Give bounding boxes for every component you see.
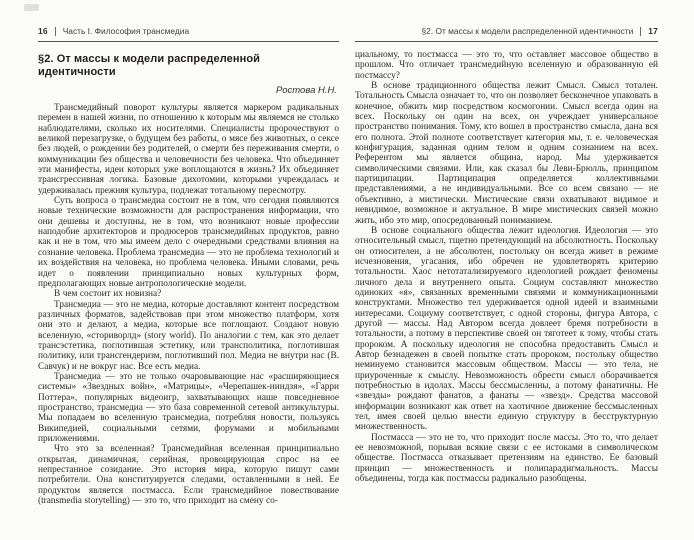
running-head-left bbox=[38, 26, 339, 42]
running-head-right bbox=[355, 26, 658, 42]
running-head-title-right: §2. От массы к модели распределенной идентичности bbox=[421, 26, 634, 36]
book-page-right bbox=[355, 26, 658, 526]
page-number-left: 16 bbox=[38, 26, 48, 36]
paragraph: Суть вопроса о трансмедиа состоит не в том, что сегодня появляются новые технические возможности для распространения информации, что они дешевы и доступны, не в том, что возникают новые профессии наподобие архитекторов и продюсеров трансмедийных продуктов, равно как и не в том, что мы имеем дело с очередными средствами влияния на сознание человека. Проблема трансмедиа — это не проблема технологий и их воздействия на человека, но проблема человека. Иными словами, речь идет о появлении принципиально новых культурных форм, предполагающих новые антропологические модели. bbox=[38, 196, 339, 289]
body-text-left bbox=[38, 103, 339, 506]
running-head-title-left: Часть I. Философия трансмедиа bbox=[62, 26, 190, 36]
paragraph: В основе традиционного общества лежит Смысл. Смысл тотален. Тотальность Смысла означает то, что он позволяет бесконечное упаковать в конечное, обжить мир посредством космогонии. Смысл всегда один на всех. Поскольку он один на всех, он учреждает универсальное пространство понимания. Тому, кто вошел в пространство смысла, дана вся его полнота. Этой полноте соответствует категория мы, т. е. человеческая конфигурация, заданная одним телом и одним сознанием на всех. Референтом мы является община, народ. Мы удерживается символическими связями. Или, как сказал бы Леви-Брюлль, принципом партиципации. Партиципация определяется коллективными представлениями, а не индивидуальными. Все со всем связано — не объективно, а мистически. Мистические связи охватывают видимое и невидимое, возможное и актуальное. В мире мистических связей можно жить, ибо это мир, опосредованный пониманием. bbox=[355, 81, 658, 226]
paragraph: В чем состоит их новизна? bbox=[54, 289, 162, 300]
scan-artifact bbox=[24, 4, 39, 11]
body-text-right bbox=[355, 50, 658, 484]
page-number-right: 17 bbox=[648, 26, 658, 36]
author-name: Ростова Н.Н. bbox=[275, 85, 337, 96]
paragraph: Трансмедиа — это не медиа, которые доставляют контент посредством различных форматов, задействовав при этом множество платформ, хотя они это и делают, а медиа, которые все поглощают. Создают новую вселенную, «сториворлд» (story world). По аналогии с тем, как это делает трансэстетика, поглотившая эстетику, или трансполитика, поглотившая политику, или трансгендеризм, поглотивший пол. Медиа не внутри нас (В. Савчук) и не вокруг нас. Все есть медиа. bbox=[38, 299, 339, 372]
paragraph: Трансмедийный поворот культуры является маркером радикальных перемен в нашей жизни, по отношению к которым мы являемся не столько наблюдателями, сколько их носителями. Специалисты пророчествуют о великой перезагрузке, о будущем без работы, о мясе без животных, о сексе без людей, о рождении без родителей, о смерти без переживания смерти, о коммуникации без общества и человечности без человека. Что объединяет эти манифесты, идеи которых уже воплощаются в жизнь? Их объединяет трансгрессивная логика. Базовые дихотомии, которыми учреждалась и удерживалась прежняя культура, подлежат тотальному пересмотру. bbox=[38, 103, 339, 196]
paragraph: Трансмедиа — это не только очаровывающие нас «расширяющиеся системы» «Звездных войн», «Матрицы», «Черепашек-ниндзя», «Гарри Поттера», популярных видеоигр, захватывающих наше повседневное пространство, трансмедиа — это база современной сетевой антикультуры. Мы попадаем во вселенную трансмедиа, потребляя новости, пользуясь Википедией, социальными сетями, форумами и мобильными приложениями. bbox=[38, 371, 339, 444]
paragraph: циальному, то постмасса — это то, что оставляет массовое общество в прошлом. Что отличает трансмедийную вселенную и образованную ей постмассу? bbox=[355, 50, 658, 81]
paragraph: Что это за вселенная? Трансмедийная вселенная принципиально открытая, динамичная, серийная, провоцирующая спрос на ее непрестанное созидание. Это история мира, которую пишут сами потребители. Она конституируется следами, оставленными в ней. Ее продуктом является постмасса. Если трансмедийное повествование (transmedia storytelling) — это то, что приходит на смену со- bbox=[38, 444, 339, 507]
paragraph: Постмасса — это не то, что приходит после массы. Это то, что делает ее невозможной, порывая всякие связи с ее истоками в символическом обществе. Постмасса отказывает претензиям на единство. Ее базовый принцип — множественность и полипарадигмальность. Массы объединены, тогда как постмассы радикально разобщены. bbox=[355, 432, 658, 485]
running-head-divider bbox=[640, 27, 641, 36]
book-page-left bbox=[38, 26, 339, 526]
paragraph: В основе социального общества лежит идеология. Идеология — это относительный смысл, тщетно претендующий на абсолютность. Поскольку он относителен, а не абсолютен, постольку он всегда живет в режиме исчезновения, угасания, ибо обречен не удовлетворять критерию тотальности. Хаос нетотатализируемого идеологией рождает феномены личного дела и внутреннего опыта. Социум составляют множество одиноких «я», связанных временными связями и коммуникационными конструктами. Множество тел удерживается одной идеей и взаимными интересами. Социуму соответствует, с одной стороны, фигура Автора, с другой — массы. Над Автором всегда довлеет бремя потребности в тотальности, а потому в перспективе своей он тяготеет к тому, чтобы стать пророком. А поскольку идеология не способна предоставить Смысл и Автор безнадежен в своей попытке стать пророком, постольку общество неминуемо становится массовым обществом. Массы — это тела, не приуроченные к смыслу. Невозможность обрести смысл оборачивается потребностью в идолах. Массы бессмысленны, а потому фанатичны. Не «звезды» рождают фанатов, а фанаты — «звезд». Средства массовой информации возникают как ответ на хаотичное движение бессмысленных тел, имея своей целью внести единую структуру в бесструктурную множественность. bbox=[355, 225, 658, 433]
running-head-divider bbox=[55, 27, 56, 36]
section-heading: §2. От массы к модели распределенной идентичности bbox=[38, 53, 261, 78]
